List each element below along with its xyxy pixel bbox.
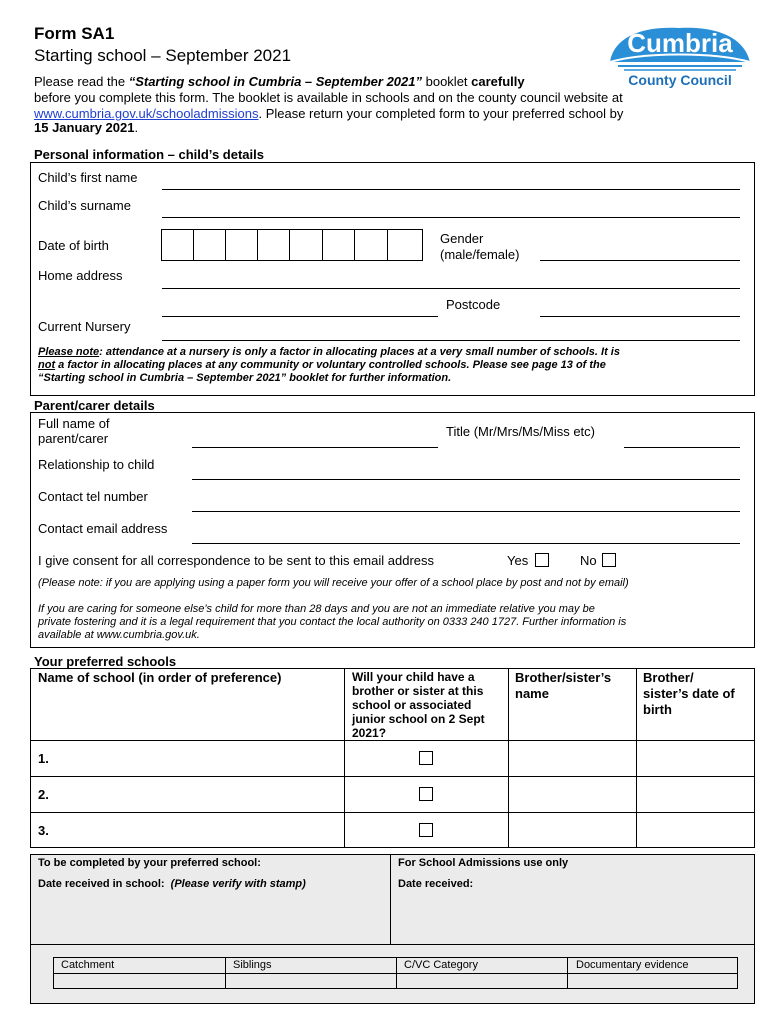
email-field[interactable] [192, 543, 740, 544]
gender-field[interactable] [540, 260, 740, 261]
school-row-2-number: 2. [38, 787, 49, 802]
schools-col-sibling-question: Will your child have a brother or sister at this school or associated junior school on 2 Sept 2021? [352, 670, 485, 740]
parent-name-field[interactable] [192, 447, 438, 448]
tel-label: Contact tel number [38, 489, 148, 504]
tel-field[interactable] [192, 511, 740, 512]
form-title: Form SA1 [34, 24, 115, 43]
school-row-1-number: 1. [38, 751, 49, 766]
grid-header-siblings: Siblings [233, 959, 272, 971]
home-address-field-line-1[interactable] [162, 288, 740, 289]
admissions-use-heading: For School Admissions use only [398, 857, 569, 869]
home-address-field-line-2[interactable] [162, 316, 438, 317]
intro-line-4: 15 January 2021. [34, 120, 139, 135]
relationship-field[interactable] [192, 479, 740, 480]
admissions-date-received-label: Date received: [398, 878, 474, 890]
intro-line-1: Please read the “Starting school in Cumbria – September 2021” booklet carefully [34, 74, 525, 89]
school-row-1-sibling-checkbox[interactable] [419, 751, 433, 765]
grid-header-catchment: Catchment [61, 959, 115, 971]
nursery-field[interactable] [162, 340, 740, 341]
school-admissions-link[interactable]: www.cumbria.gov.uk/schooladmissions [34, 106, 259, 121]
nursery-note: Please note: attendance at a nursery is only a factor in allocating places at a very small number of schools. It is not a factor in allocating places at any community or voluntary controlled schools. Please see page 13 of the “Starting school in Cumbria – September 2021” booklet for further information. [38, 346, 620, 384]
grid-header-documentary-evidence: Documentary evidence [576, 959, 689, 971]
form-subtitle: Starting school – September 2021 [34, 46, 292, 65]
first-name-field[interactable] [162, 189, 740, 190]
school-use-heading: To be completed by your preferred school: [38, 857, 261, 869]
schools-col-name: Name of school (in order of preference) [38, 670, 282, 685]
home-address-label: Home address [38, 268, 123, 283]
consent-yes-checkbox[interactable] [535, 553, 549, 567]
dob-field[interactable] [161, 229, 423, 261]
parent-title-label: Title (Mr/Mrs/Ms/Miss etc) [446, 424, 595, 439]
gender-label: Gender (male/female) [440, 231, 520, 262]
consent-yes-label: Yes [507, 553, 529, 568]
grid-header-category: C/VC Category [404, 959, 478, 971]
schools-heading: Your preferred schools [34, 654, 177, 669]
first-name-label: Child’s first name [38, 170, 138, 185]
surname-field[interactable] [162, 217, 740, 218]
parent-name-label: Full name of parent/carer [38, 416, 110, 446]
school-row-3-number: 3. [38, 823, 49, 838]
parent-title-field[interactable] [624, 447, 740, 448]
schools-col-sibling-name: Brother/sister’s name [515, 670, 612, 701]
dob-label: Date of birth [38, 238, 109, 253]
intro-line-2: before you complete this form. The booklet is available in schools and on the county council website at [34, 90, 623, 105]
nursery-label: Current Nursery [38, 319, 131, 334]
paper-form-note: (Please note: if you are applying using a paper form you will receive your offer of a school place by post and not by email) [38, 577, 629, 589]
logo-wordmark: Cumbria [627, 28, 733, 58]
email-label: Contact email address [38, 521, 168, 536]
parent-heading: Parent/carer details [34, 398, 155, 413]
date-received-school-label: Date received in school: (Please verify with stamp) [38, 878, 306, 890]
surname-label: Child’s surname [38, 198, 131, 213]
school-row-2-sibling-checkbox[interactable] [419, 787, 433, 801]
private-fostering-note: If you are caring for someone else’s child for more than 28 days and you are not an immediate relative you may be private fostering and it is a legal requirement that you contact the local authority on 0333 240 1727. Further information is available at www.cumbria.gov.uk. [38, 603, 627, 641]
personal-heading: Personal information – child’s details [34, 147, 264, 162]
postcode-field[interactable] [540, 316, 740, 317]
relationship-label: Relationship to child [38, 457, 155, 472]
logo-subtitle: County Council [628, 72, 732, 88]
consent-label: I give consent for all correspondence to be sent to this email address [38, 553, 434, 568]
consent-no-label: No [580, 553, 597, 568]
postcode-label: Postcode [446, 297, 501, 312]
cumbria-logo [604, 22, 754, 90]
consent-no-checkbox[interactable] [602, 553, 616, 567]
school-row-3-sibling-checkbox[interactable] [419, 823, 433, 837]
intro-line-3: www.cumbria.gov.uk/schooladmissions. Please return your completed form to your preferred school by [34, 106, 624, 121]
schools-col-sibling-dob: Brother/ sister’s date of birth [643, 670, 735, 717]
